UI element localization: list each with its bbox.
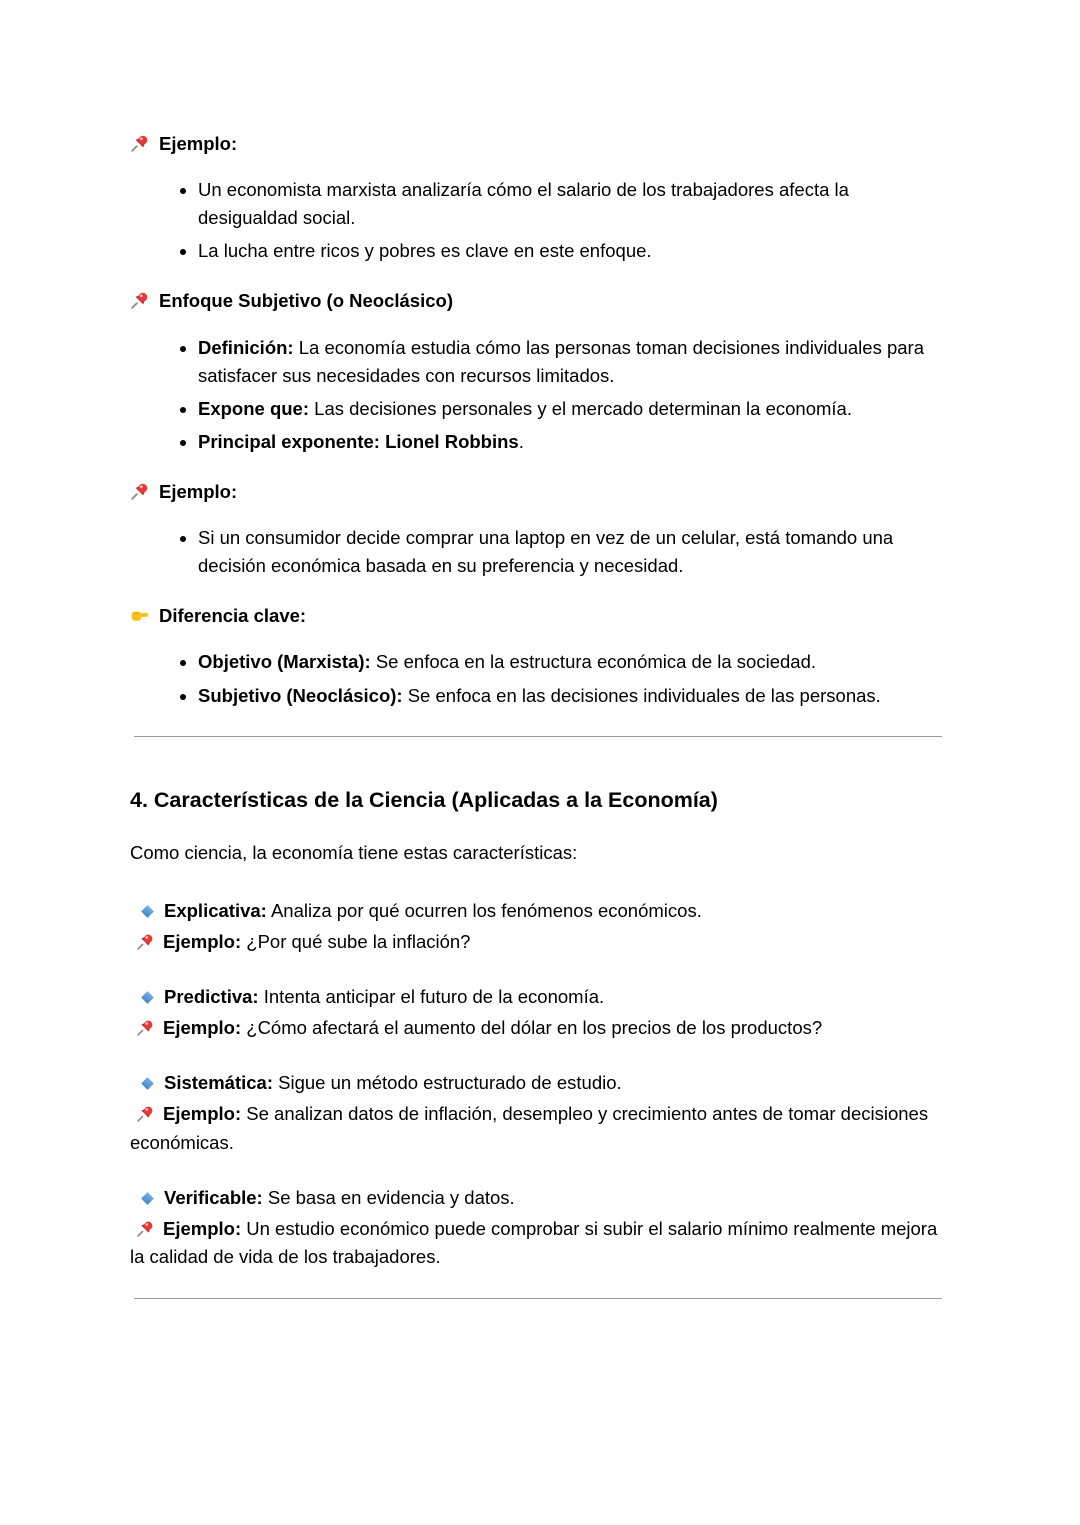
list-item [198,334,945,390]
pin-heading [130,287,945,315]
example-text: Se analizan datos de inflación, desempleo y crecimiento antes de tomar decisiones económicas. [130,1103,929,1153]
pointer-heading-label: Diferencia clave: [159,605,307,627]
example-line [130,1215,945,1271]
list-item [198,682,945,710]
list-item [198,176,945,232]
pointing-right-icon [130,605,150,625]
section-ejemplo-subjetivo [130,478,945,580]
pin-heading [130,130,945,158]
pin-heading-label: Enfoque Subjetivo (o Neoclásico) [159,290,453,312]
pushpin-icon [136,1219,155,1238]
feature-predictiva [130,983,945,1042]
pushpin-icon [136,1104,155,1123]
feature-label: Verificable: [164,1186,263,1208]
feature-line [130,983,945,1011]
section-ejemplo-marxista [130,130,945,265]
feature-line [130,1184,945,1212]
list-item [198,395,945,423]
example-label: Ejemplo: [163,930,242,952]
example-label: Ejemplo: [163,1103,242,1125]
feature-verificable [130,1184,945,1271]
bullet-list [130,176,945,265]
list-item [198,524,945,580]
term-text: La economía estudia cómo las personas toman decisiones individuales para satisfacer sus necesidades con recursos limitados. [198,336,924,386]
small-blue-diamond-icon [141,905,154,918]
pushpin-icon [130,133,150,153]
pushpin-icon [136,1018,155,1037]
horizontal-rule [134,1298,942,1299]
feature-text: Analiza por qué ocurren los fenómenos económicos. [266,899,702,921]
list-item-text: Un economista marxista analizaría cómo el salario de los trabajadores afecta la desigualdad social. [198,179,849,229]
section-caracteristicas [130,785,945,1271]
feature-text: Intenta anticipar el futuro de la economía. [258,986,605,1008]
term-label: Objetivo (Marxista): [198,651,371,673]
list-item-text: La lucha entre ricos y pobres es clave en este enfoque. [198,240,652,262]
feature-line [130,897,945,925]
bullet-list [130,524,945,580]
feature-label: Explicativa: [164,899,267,921]
small-blue-diamond-icon [141,991,154,1004]
section-enfoque-subjetivo [130,287,945,456]
example-text: ¿Cómo afectará el aumento del dólar en los precios de los productos? [241,1017,823,1039]
feature-sistematica [130,1069,945,1156]
section-diferencia-clave [130,602,945,709]
bullet-list [130,648,945,709]
bullet-list [130,334,945,456]
pushpin-icon [130,290,150,310]
list-item [198,237,945,265]
term-text: Se enfoca en las decisiones individuales de las personas. [402,684,881,706]
pin-heading [130,478,945,506]
horizontal-rule [134,736,942,737]
term-label: Definición: [198,336,294,358]
pointer-heading [130,602,945,630]
example-label: Ejemplo: [163,1217,242,1239]
pushpin-icon [130,481,150,501]
section-title: 4. Características de la Ciencia (Aplicadas a la Economía) [130,787,718,812]
term-text: Las decisiones personales y el mercado determinan la economía. [309,397,852,419]
feature-line [130,1069,945,1097]
list-item-text: Si un consumidor decide comprar una laptop en vez de un celular, está tomando una decisión económica basada en su preferencia y necesidad. [198,527,894,577]
example-text: Un estudio económico puede comprobar si subir el salario mínimo realmente mejora la calidad de vida de los trabajadores. [130,1217,938,1267]
example-label: Ejemplo: [163,1017,242,1039]
list-item [198,648,945,676]
list-item [198,428,945,456]
example-text: ¿Por qué sube la inflación? [241,930,471,952]
small-blue-diamond-icon [141,1192,154,1205]
feature-label: Predictiva: [164,986,259,1008]
small-blue-diamond-icon [141,1077,154,1090]
pin-heading-label: Ejemplo: [159,480,238,502]
pushpin-icon [136,932,155,951]
term-text: Se enfoca en la estructura económica de la sociedad. [370,651,817,673]
term-label: Subjetivo (Neoclásico): [198,684,403,706]
feature-label: Sistemática: [164,1072,273,1094]
feature-text: Se basa en evidencia y datos. [262,1186,515,1208]
term-text: . [518,430,524,452]
example-line [130,1100,945,1156]
example-line [130,928,945,956]
example-line [130,1014,945,1042]
term-label: Principal exponente: Lionel Robbins [198,430,519,452]
feature-explicativa [130,897,945,956]
feature-text: Sigue un método estructurado de estudio. [273,1072,622,1094]
section-intro: Como ciencia, la economía tiene estas características: [130,841,578,863]
term-label: Expone que: [198,397,310,419]
pin-heading-label: Ejemplo: [159,133,238,154]
